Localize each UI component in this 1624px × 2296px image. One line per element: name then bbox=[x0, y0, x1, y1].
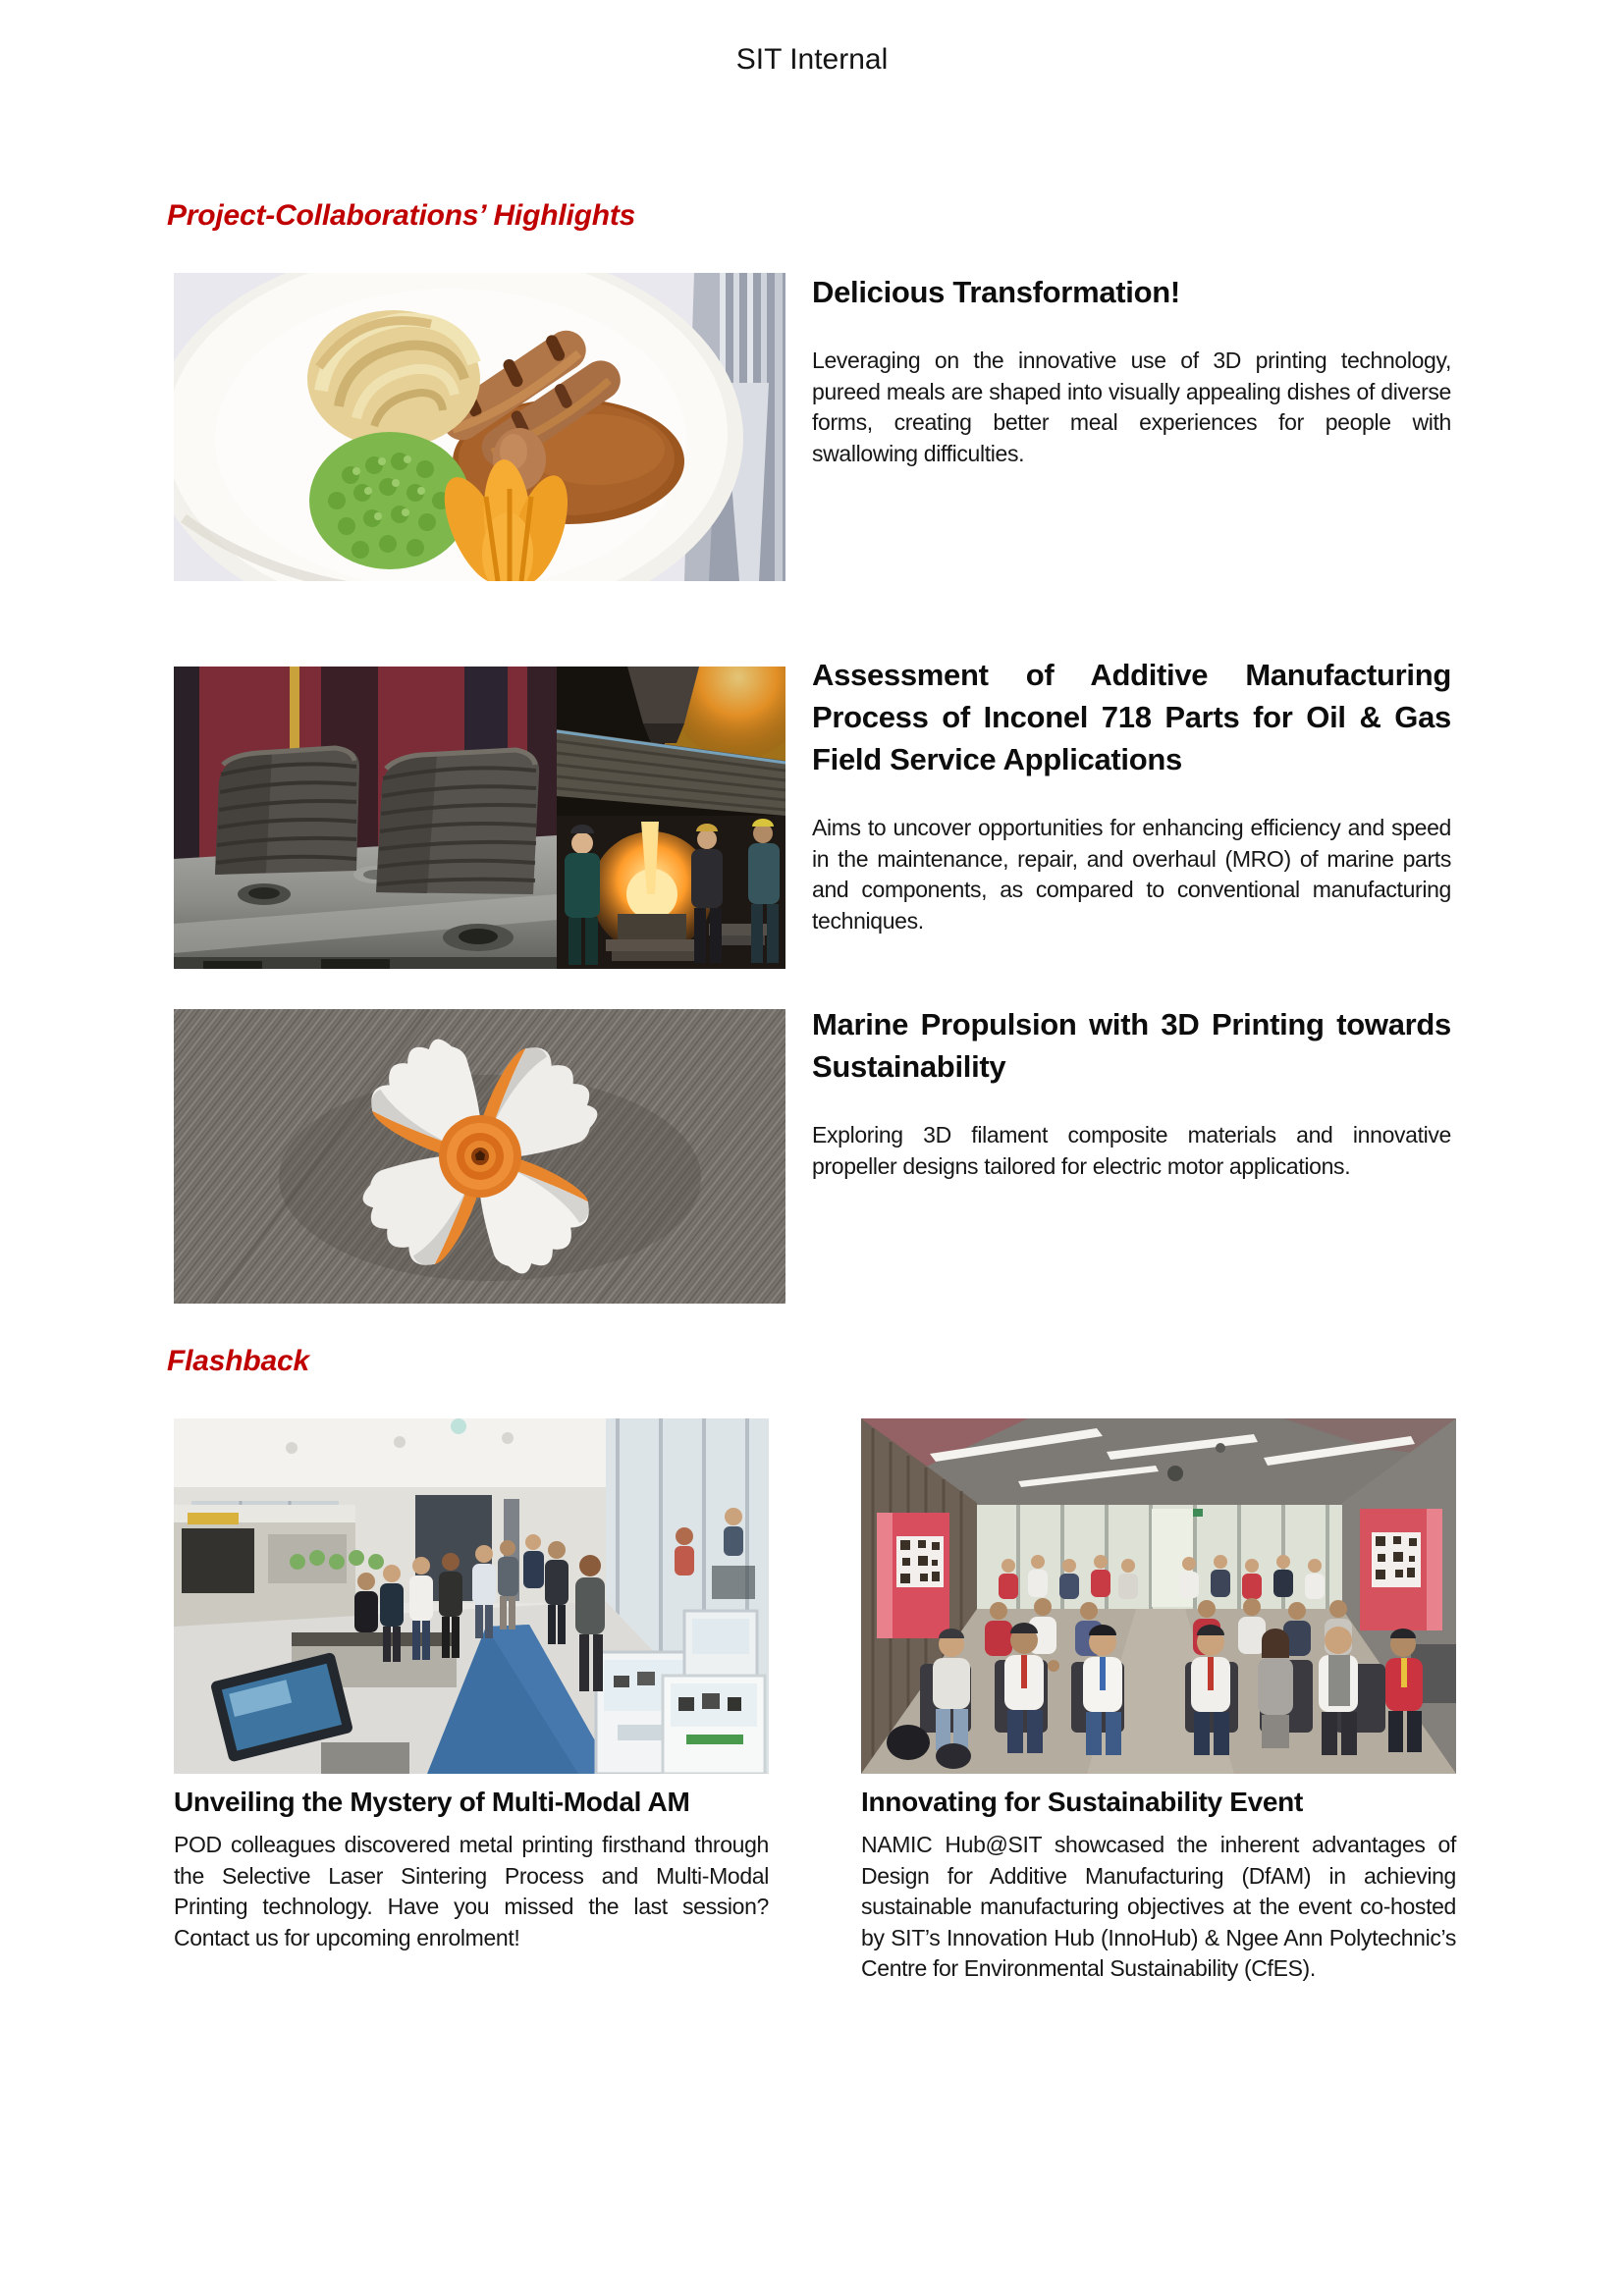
pureed-meal-photo bbox=[174, 273, 785, 581]
highlight-item-1-body: Leveraging on the innovative use of 3D printing technology, pureed meals are shaped into visually appealing dishes of diverse forms, creating better meal experiences for people with swallowing difficulties. bbox=[812, 347, 1451, 466]
flashback-item-2-heading: Innovating for Sustainability Event bbox=[861, 1787, 1303, 1817]
highlight-item-2-body: Aims to uncover opportunities for enhancing efficiency and speed in the maintenance, repair, and overhaul (MRO) of marine parts and components, as compared to conventional manufacturing techniques. bbox=[812, 815, 1451, 934]
lab-tour-illustration bbox=[174, 1418, 769, 1774]
propeller-illustration bbox=[174, 1009, 785, 1304]
flashback-item-1-text bbox=[174, 1785, 769, 1953]
flashback-item-1-heading: Unveiling the Mystery of Multi-Modal AM bbox=[174, 1787, 690, 1817]
inconel-illustration bbox=[174, 667, 785, 969]
section-title-highlights: Project-Collaborations’ Highlights bbox=[167, 199, 636, 232]
highlight-item-2-text bbox=[812, 654, 1451, 936]
highlight-item-3-heading: Marine Propulsion with 3D Printing towards Sustainability bbox=[812, 1007, 1451, 1084]
highlight-item-1-heading: Delicious Transformation! bbox=[812, 275, 1180, 309]
highlight-item-1-text bbox=[812, 271, 1451, 469]
flashback-item-2-text bbox=[861, 1785, 1456, 1985]
flashback-item-1-body: POD colleagues discovered metal printing firsthand through the Selective Laser Sintering Process and Multi-Modal Printing technology. Have you missed the last session? Contact us for upcoming enrolment! bbox=[174, 1832, 769, 1950]
pureed-meal-illustration bbox=[174, 273, 785, 581]
inconel-additive-manufacturing-photo bbox=[174, 667, 785, 969]
highlight-item-2-heading: Assessment of Additive Manufacturing Process of Inconel 718 Parts for Oil & Gas Field Service Applications bbox=[812, 658, 1451, 776]
sustainability-event-audience-photo bbox=[861, 1418, 1456, 1774]
highlight-item-3-body: Exploring 3D filament composite materials and innovative propeller designs tailored for electric motor applications. bbox=[812, 1122, 1451, 1179]
classification-header: SIT Internal bbox=[735, 43, 889, 76]
section-title-flashback: Flashback bbox=[167, 1345, 309, 1377]
multi-modal-am-lab-tour-photo bbox=[174, 1418, 769, 1774]
sustainability-event-illustration bbox=[861, 1418, 1456, 1774]
highlight-item-3-text bbox=[812, 1003, 1451, 1182]
flashback-item-2-body: NAMIC Hub@SIT showcased the inherent advantages of Design for Additive Manufacturing (DfAM) in achieving sustainable manufacturing objectives at the event co-hosted by SIT’s Innovation Hub (InnoHub) & Ngee Ann Polytechnic’s Centre for Environmental Sustainability (CfES). bbox=[861, 1832, 1456, 1981]
3d-printed-propeller-photo bbox=[174, 1009, 785, 1304]
